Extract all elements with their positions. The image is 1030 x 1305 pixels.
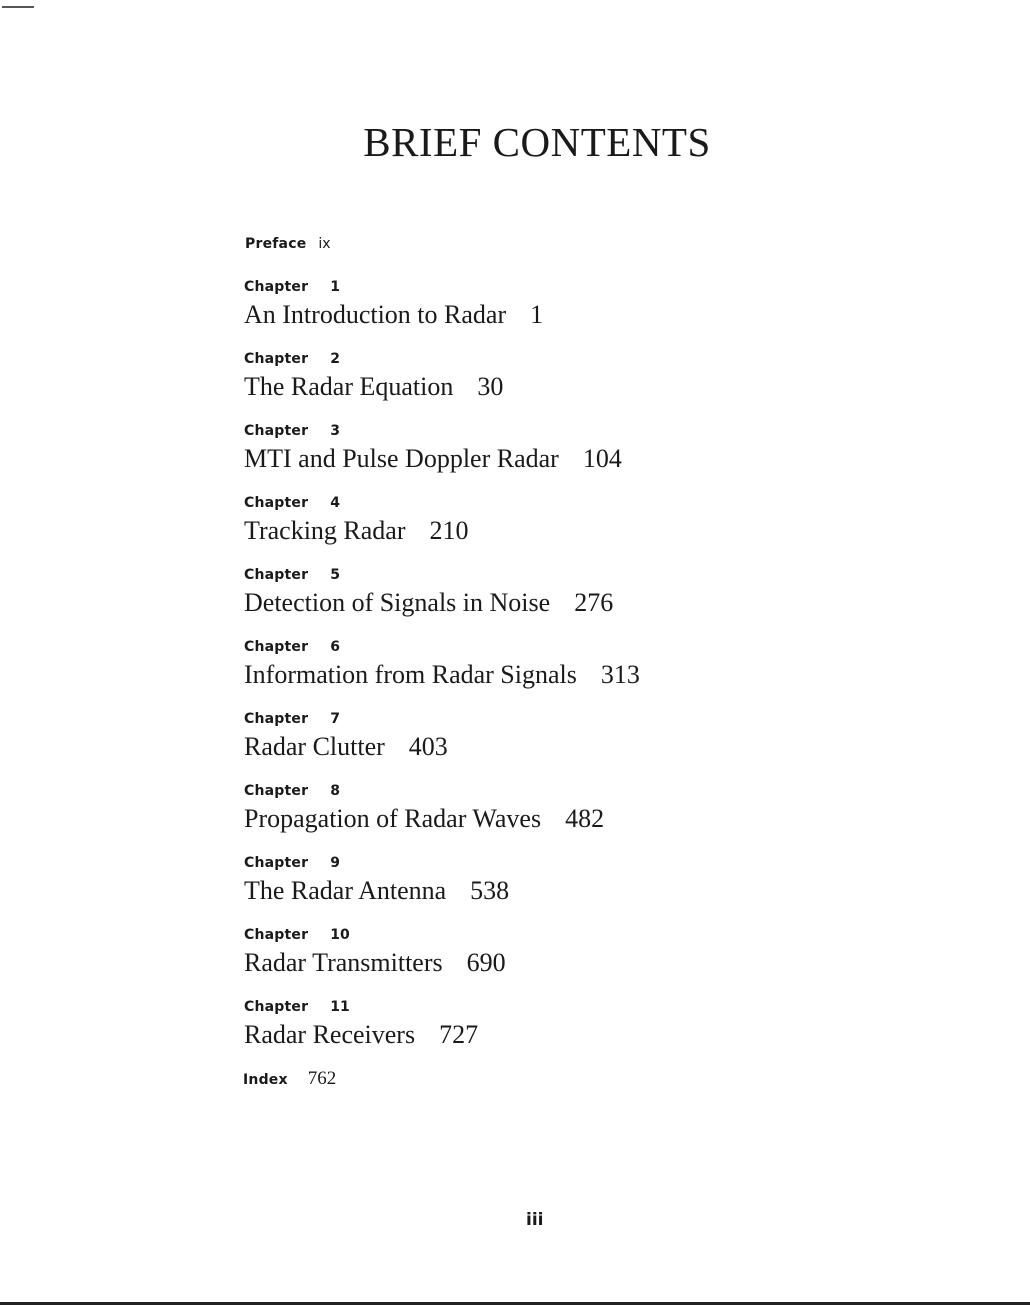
chapter-page: 1 xyxy=(530,300,544,329)
chapter-label: Chapter xyxy=(244,855,309,871)
index-label: Index xyxy=(243,1072,288,1088)
chapter-number: 9 xyxy=(330,855,340,871)
chapter-title: Tracking Radar xyxy=(244,516,406,545)
chapter-number: 7 xyxy=(330,711,340,727)
chapter-title: Detection of Signals in Noise xyxy=(244,588,551,617)
chapter-entry xyxy=(244,278,543,330)
chapter-label: Chapter xyxy=(244,423,309,439)
chapter-page: 403 xyxy=(408,732,448,761)
chapter-entry xyxy=(244,782,604,834)
chapter-page: 690 xyxy=(466,948,506,977)
chapter-title: Radar Receivers xyxy=(244,1020,416,1049)
chapter-entry xyxy=(244,350,503,402)
chapter-title: An Introduction to Radar xyxy=(244,300,507,329)
chapter-label: Chapter xyxy=(244,351,309,367)
chapter-label: Chapter xyxy=(244,279,309,295)
chapter-label: Chapter xyxy=(244,783,309,799)
chapter-entry xyxy=(244,926,506,978)
chapter-number: 10 xyxy=(330,927,350,943)
chapter-entry xyxy=(244,422,622,474)
chapter-page: 210 xyxy=(429,516,469,545)
chapter-title: Radar Transmitters xyxy=(244,948,443,977)
chapter-entry xyxy=(244,638,640,690)
index-entry xyxy=(243,1068,336,1090)
chapter-page: 538 xyxy=(470,876,510,905)
chapter-title: Information from Radar Signals xyxy=(244,660,577,689)
chapter-label: Chapter xyxy=(244,711,309,727)
chapter-label: Chapter xyxy=(244,567,309,583)
chapter-page: 30 xyxy=(477,372,504,401)
chapter-title: Propagation of Radar Waves xyxy=(244,804,542,833)
chapter-number: 8 xyxy=(330,783,340,799)
chapter-label: Chapter xyxy=(244,927,309,943)
chapter-title: The Radar Antenna xyxy=(244,876,447,905)
chapter-entry xyxy=(244,854,509,906)
index-page: 762 xyxy=(307,1068,337,1089)
chapter-title: Radar Clutter xyxy=(244,732,385,761)
chapter-entry xyxy=(244,494,469,546)
chapter-entry xyxy=(244,710,448,762)
chapter-number: 11 xyxy=(330,999,350,1015)
chapter-label: Chapter xyxy=(244,999,309,1015)
preface-page: ix xyxy=(318,236,331,252)
preface-entry xyxy=(245,235,331,253)
chapter-number: 5 xyxy=(330,567,340,583)
chapter-title: The Radar Equation xyxy=(244,372,454,401)
chapter-number: 4 xyxy=(330,495,340,511)
chapter-entry xyxy=(244,998,478,1050)
chapter-number: 2 xyxy=(330,351,340,367)
page-title: BRIEF CONTENTS xyxy=(363,119,711,165)
preface-label: Preface xyxy=(245,236,307,252)
chapter-label: Chapter xyxy=(244,495,309,511)
chapter-page: 482 xyxy=(565,804,605,833)
chapter-entry xyxy=(244,566,613,618)
scan-mark xyxy=(2,6,34,8)
chapter-label: Chapter xyxy=(244,639,309,655)
chapter-number: 6 xyxy=(330,639,340,655)
chapter-page: 727 xyxy=(439,1020,479,1049)
chapter-title: MTI and Pulse Doppler Radar xyxy=(244,444,559,473)
chapter-page: 313 xyxy=(600,660,640,689)
chapter-number: 1 xyxy=(330,279,340,295)
chapter-page: 276 xyxy=(574,588,614,617)
chapter-page: 104 xyxy=(582,444,622,473)
page-number: iii xyxy=(526,1210,544,1230)
chapter-number: 3 xyxy=(330,423,340,439)
